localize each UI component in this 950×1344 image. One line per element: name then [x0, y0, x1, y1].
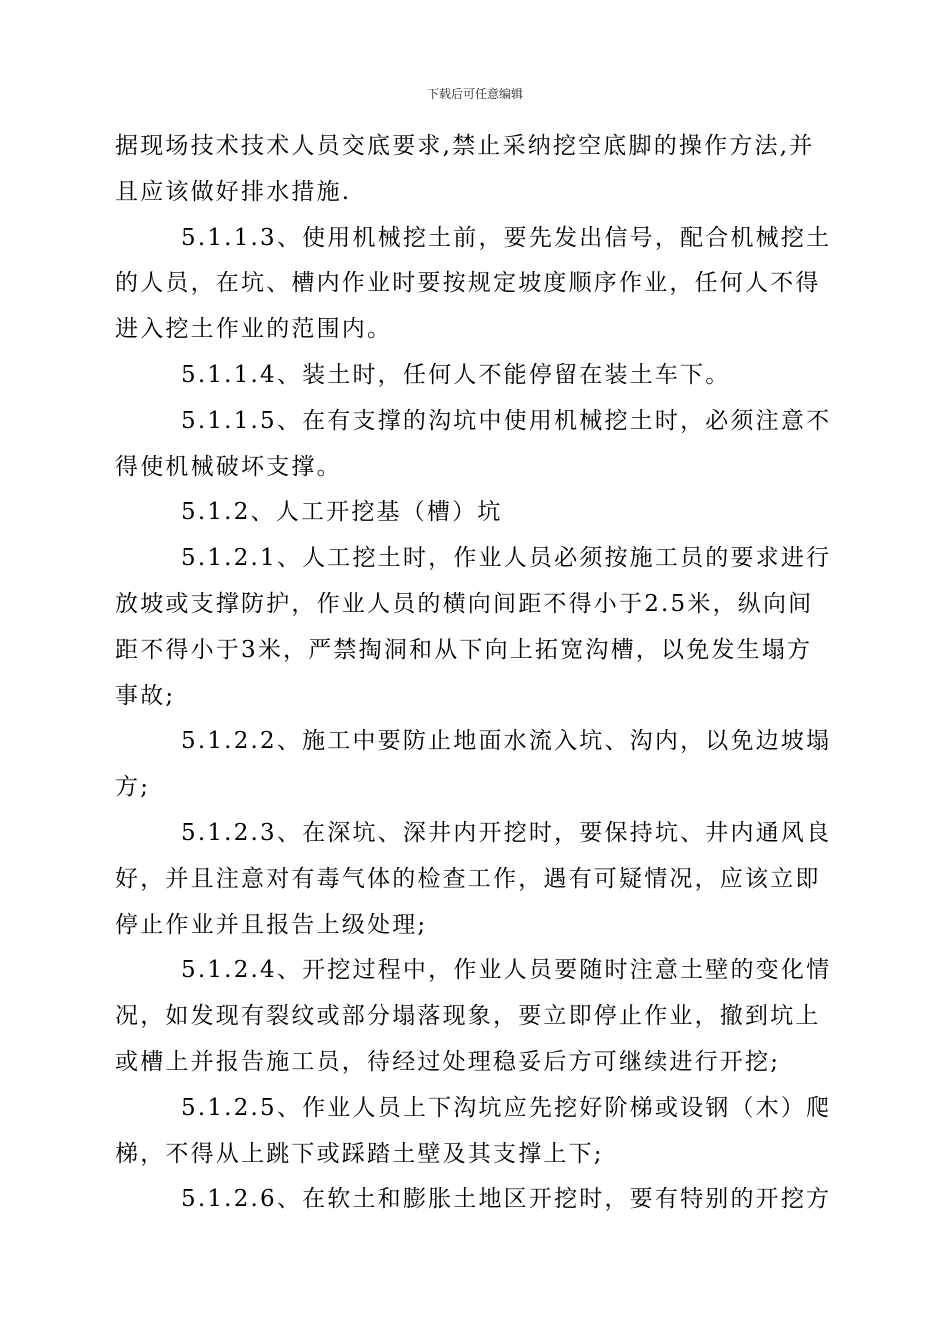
text-line: 5.1.1.3、使用机械挖土前，要先发出信号，配合机械挖土 [181, 224, 832, 251]
text-line: 好，并且注意对有毒气体的检查工作，遇有可疑情况，应该立即 [115, 865, 821, 892]
text-line: 5.1.2.1、人工挖土时，作业人员必须按施工员的要求进行 [181, 545, 832, 572]
text-line: 5.1.2.2、施工中要防止地面水流入坑、沟内，以免边坡塌 [181, 728, 832, 755]
text-line: 5.1.2.4、开挖过程中，作业人员要随时注意土壁的变化情 [181, 957, 832, 984]
text-line: 进入挖土作业的范围内。 [115, 316, 393, 343]
text-line: 5.1.2.5、作业人员上下沟坑应先挖好阶梯或设钢（木）爬 [181, 1094, 832, 1121]
text-line: 的人员，在坑、槽内作业时要按规定坡度顺序作业，任何人不得 [115, 270, 821, 297]
text-line: 5.1.2、人工开挖基（槽）坑 [181, 499, 503, 526]
text-line: 放坡或支撑防护，作业人员的横向间距不得小于2.5米，纵向间 [115, 590, 814, 617]
text-line: 得使机械破坏支撑。 [115, 453, 342, 480]
text-line: 5.1.2.3、在深坑、深井内开挖时，要保持坑、井内通风良 [181, 819, 832, 846]
text-line: 距不得小于3米，严禁掏洞和从下向上拓宽沟槽，以免发生塌方 [115, 636, 813, 663]
text-line: 且应该做好排水措施. [115, 178, 352, 205]
page-header: 下载后可任意编辑 [426, 87, 523, 101]
text-line: 据现场技术技术人员交底要求,禁止采纳挖空底脚的操作方法,并 [115, 133, 815, 159]
text-line: 况，如发现有裂纹或部分塌落现象，要立即停止作业，撤到坑上 [115, 1003, 821, 1030]
text-line: 梯，不得从上跳下或踩踏土壁及其支撑上下; [115, 1140, 604, 1167]
text-line: 5.1.1.4、装土时，任何人不能停留在装土车下。 [181, 361, 731, 388]
text-line: 事故; [115, 682, 176, 709]
text-line: 或槽上并报告施工员，待经过处理稳妥后方可继续进行开挖; [115, 1048, 781, 1075]
text-line: 5.1.1.5、在有支撑的沟坑中使用机械挖土时，必须注意不 [181, 407, 832, 434]
text-line: 停止作业并且报告上级处理; [115, 911, 428, 938]
document-body [115, 124, 840, 1223]
text-line: 5.1.2.6、在软土和膨胀土地区开挖时，要有特别的开挖方 [181, 1186, 832, 1213]
text-line: 方; [115, 774, 151, 801]
